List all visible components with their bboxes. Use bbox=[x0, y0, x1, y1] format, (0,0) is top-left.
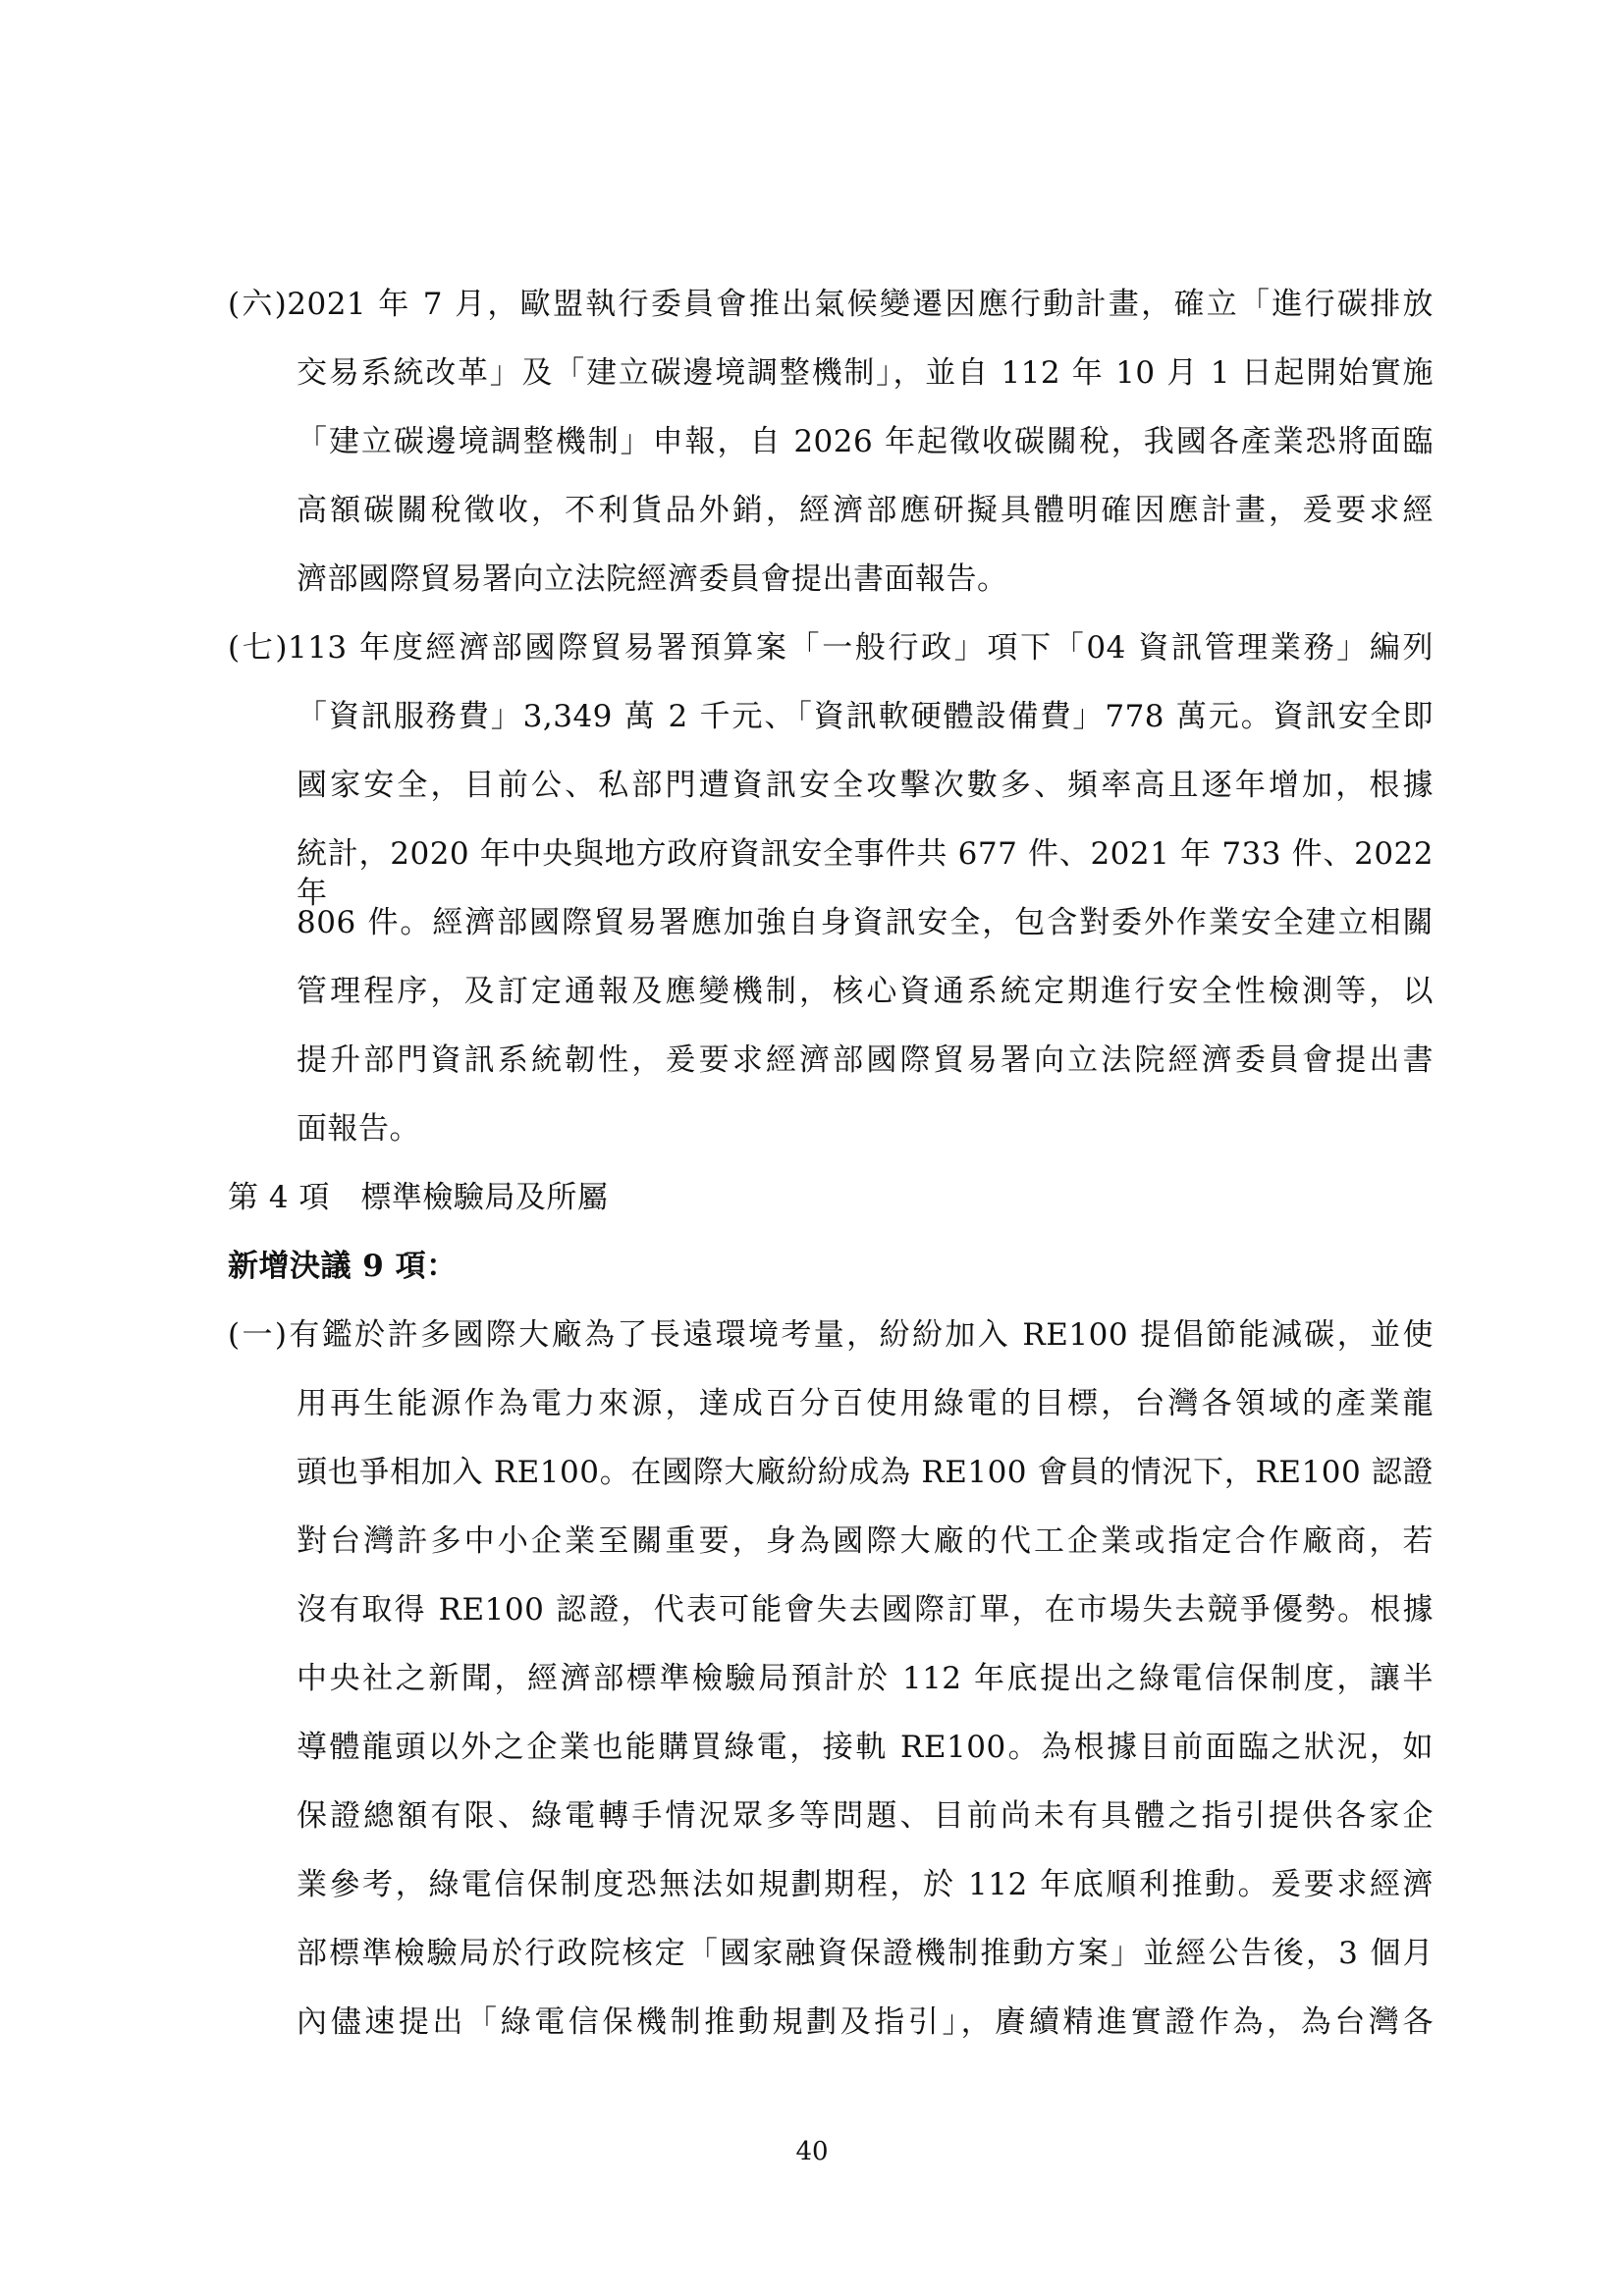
paragraph-1-line-10: 部標準檢驗局於行政院核定「國家融資保證機制推動方案」並經公告後，3 個月 bbox=[297, 1936, 1434, 1971]
paragraph-6-line-4: 高額碳關稅徵收，不利貨品外銷，經濟部應研擬具體明確因應計畫，爰要求經 bbox=[297, 493, 1434, 528]
page-number: 40 bbox=[795, 2137, 829, 2166]
paragraph-1-line-3: 頭也爭相加入 RE100。在國際大廠紛紛成為 RE100 會員的情況下，RE100 認證 bbox=[297, 1455, 1434, 1490]
paragraph-1-line-4: 對台灣許多中小企業至關重要，身為國際大廠的代工企業或指定合作廠商，若 bbox=[297, 1523, 1434, 1559]
paragraph-1-line-1: (一)有鑑於許多國際大廠為了長遠環境考量，紛紛加入 RE100 提倡節能減碳，並使 bbox=[228, 1317, 1434, 1353]
paragraph-7-line-5: 806 件。經濟部國際貿易署應加強自身資訊安全，包含對委外作業安全建立相關 bbox=[297, 905, 1434, 940]
paragraph-1-line-8: 保證總額有限、綠電轉手情況眾多等問題、目前尚未有具體之指引提供各家企 bbox=[297, 1798, 1434, 1834]
paragraph-1-line-5: 沒有取得 RE100 認證，代表可能會失去國際訂單，在市場失去競爭優勢。根據 bbox=[297, 1592, 1434, 1628]
paragraph-7-line-4: 統計，2020 年中央與地方政府資訊安全事件共 677 件、2021 年 733 件、2022 年 bbox=[297, 836, 1434, 911]
paragraph-6-line-5: 濟部國際貿易署向立法院經濟委員會提出書面報告。 bbox=[297, 561, 1008, 597]
paragraph-7-line-3: 國家安全，目前公、私部門遭資訊安全攻擊次數多、頻率高且逐年增加，根據 bbox=[297, 768, 1434, 803]
paragraph-1-line-2: 用再生能源作為電力來源，達成百分百使用綠電的目標，台灣各領域的產業龍 bbox=[297, 1386, 1434, 1421]
paragraph-1-line-9: 業參考，綠電信保制度恐無法如規劃期程，於 112 年底順利推動。爰要求經濟 bbox=[297, 1867, 1434, 1902]
paragraph-6-line-1: (六)2021 年 7 月，歐盟執行委員會推出氣候變遷因應行動計畫，確立「進行碳排放 bbox=[228, 287, 1434, 322]
section-heading: 第 4 項 標準檢驗局及所屬 bbox=[228, 1180, 609, 1215]
resolution-heading: 新增決議 9 項： bbox=[228, 1249, 458, 1284]
paragraph-1-line-6: 中央社之新聞，經濟部標準檢驗局預計於 112 年底提出之綠電信保制度，讓半 bbox=[297, 1661, 1434, 1696]
paragraph-6-line-2: 交易系統改革」及「建立碳邊境調整機制」，並自 112 年 10 月 1 日起開始實施 bbox=[297, 355, 1434, 391]
paragraph-7-line-2: 「資訊服務費」3,349 萬 2 千元、「資訊軟硬體設備費」778 萬元。資訊安全即 bbox=[297, 699, 1434, 734]
paragraph-7-line-7: 提升部門資訊系統韌性，爰要求經濟部國際貿易署向立法院經濟委員會提出書 bbox=[297, 1042, 1434, 1078]
paragraph-6-line-3: 「建立碳邊境調整機制」申報，自 2026 年起徵收碳關稅，我國各產業恐將面臨 bbox=[297, 424, 1434, 459]
paragraph-7-line-8: 面報告。 bbox=[297, 1111, 420, 1147]
paragraph-1-line-7: 導體龍頭以外之企業也能購買綠電，接軌 RE100。為根據目前面臨之狀況，如 bbox=[297, 1730, 1434, 1765]
paragraph-7-line-6: 管理程序，及訂定通報及應變機制，核心資通系統定期進行安全性檢測等，以 bbox=[297, 974, 1434, 1009]
paragraph-1-line-11: 內儘速提出「綠電信保機制推動規劃及指引」，賡續精進實證作為，為台灣各 bbox=[297, 2004, 1434, 2040]
paragraph-7-line-1: (七)113 年度經濟部國際貿易署預算案「一般行政」項下「04 資訊管理業務」編列 bbox=[228, 630, 1434, 666]
